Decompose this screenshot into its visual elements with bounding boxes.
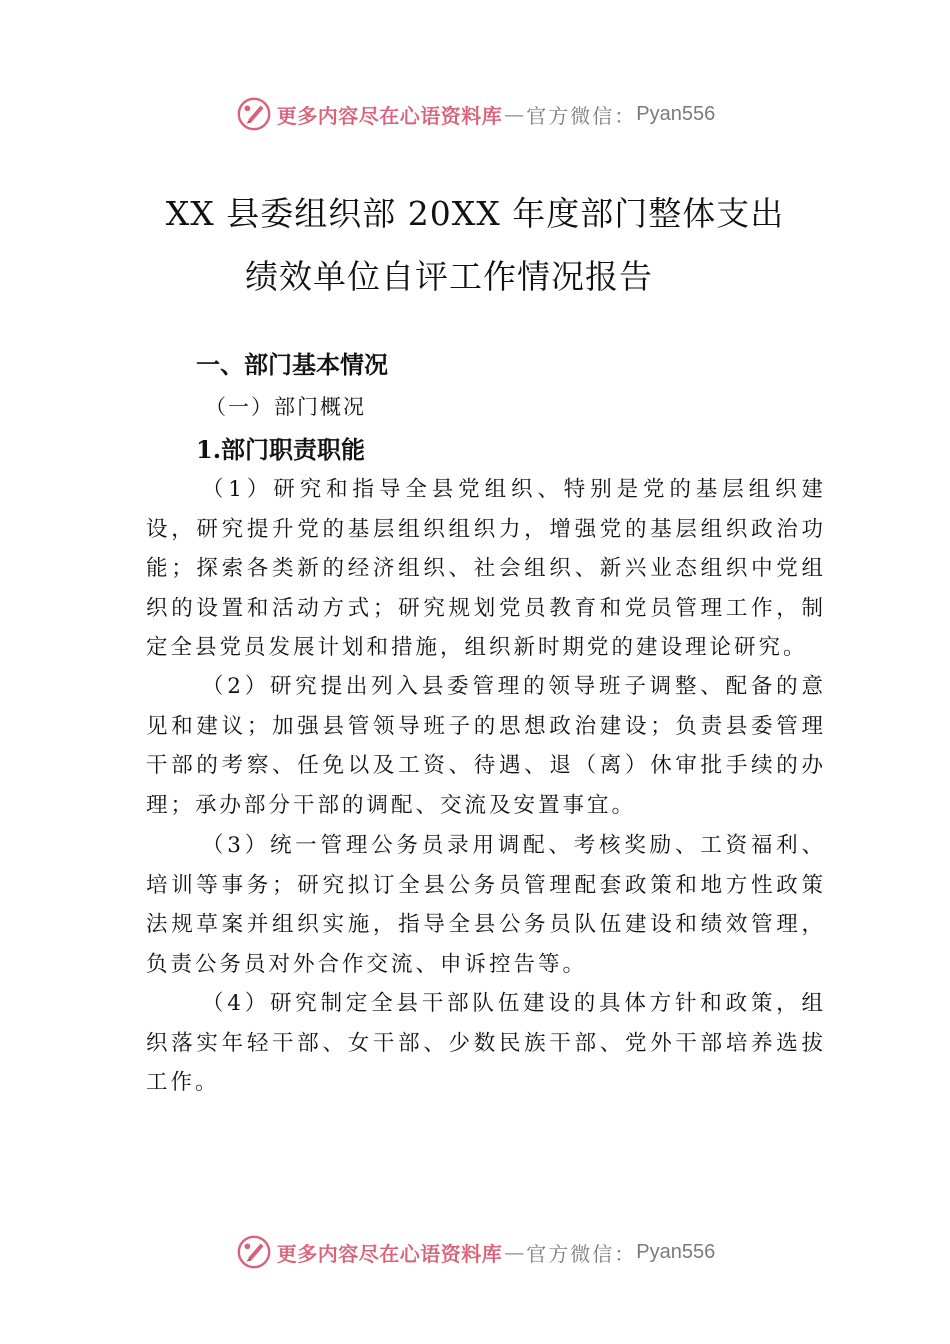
item-heading: 1.部门职责职能 <box>196 435 366 464</box>
banner-dash: — <box>504 102 525 126</box>
document-title-line1: XX 县委组织部 20XX 年度部门整体支出 <box>165 194 785 233</box>
paragraph-4: （4）研究制定全县干部队伍建设的具体方针和政策，组织落实年轻干部、女干部、少数民族干部、党外干部培养选拔工作。 <box>146 991 826 1096</box>
brand-logo-icon <box>235 1233 273 1271</box>
brand-logo-icon <box>235 95 273 133</box>
paragraph-3: （3）统一管理公务员录用调配、考核奖励、工资福利、培训等事务；研究拟订全县公务员管理配套政策和地方性政策法规草案并组织实施，指导全县公务员队伍建设和绩效管理，负责公务员对外合作交流、申诉控告等。 <box>146 833 826 977</box>
paragraph-1: （1）研究和指导全县党组织、特别是党的基层组织建设，研究提升党的基层组织组织力，增强党的基层组织政治功能；探索各类新的经济组织、社会组织、新兴业态组织中党组织的设置和活动方式；研究规划党员教育和党员管理工作，制定全县党员发展计划和措施，组织新时期党的建设理论研究。 <box>146 477 826 661</box>
banner-brand: 更多内容尽在心语资料库 <box>276 1241 503 1266</box>
paragraph-2: （2）研究提出列入县委管理的领导班子调整、配备的意见和建议；加强县管领导班子的思想政治建设；负责县委管理干部的考察、任免以及工资、待遇、退（离）休审批手续的办理；承办部分干部的调配、交流及安置事宜。 <box>146 674 826 818</box>
banner-label: 官方微信： <box>526 103 637 128</box>
banner-wechat-id: Pyan556 <box>636 102 716 125</box>
header-banner <box>0 92 950 136</box>
footer-banner <box>0 1230 950 1274</box>
banner-brand: 更多内容尽在心语资料库 <box>276 103 503 128</box>
document-title-line2: 绩效单位自评工作情况报告 <box>245 257 653 296</box>
subsection-heading: （一）部门概况 <box>205 395 366 419</box>
banner-label: 官方微信： <box>526 1241 637 1266</box>
banner-wechat-id: Pyan556 <box>636 1240 716 1263</box>
section-heading-1: 一、部门基本情况 <box>196 350 388 379</box>
banner-dash: — <box>504 1240 525 1264</box>
